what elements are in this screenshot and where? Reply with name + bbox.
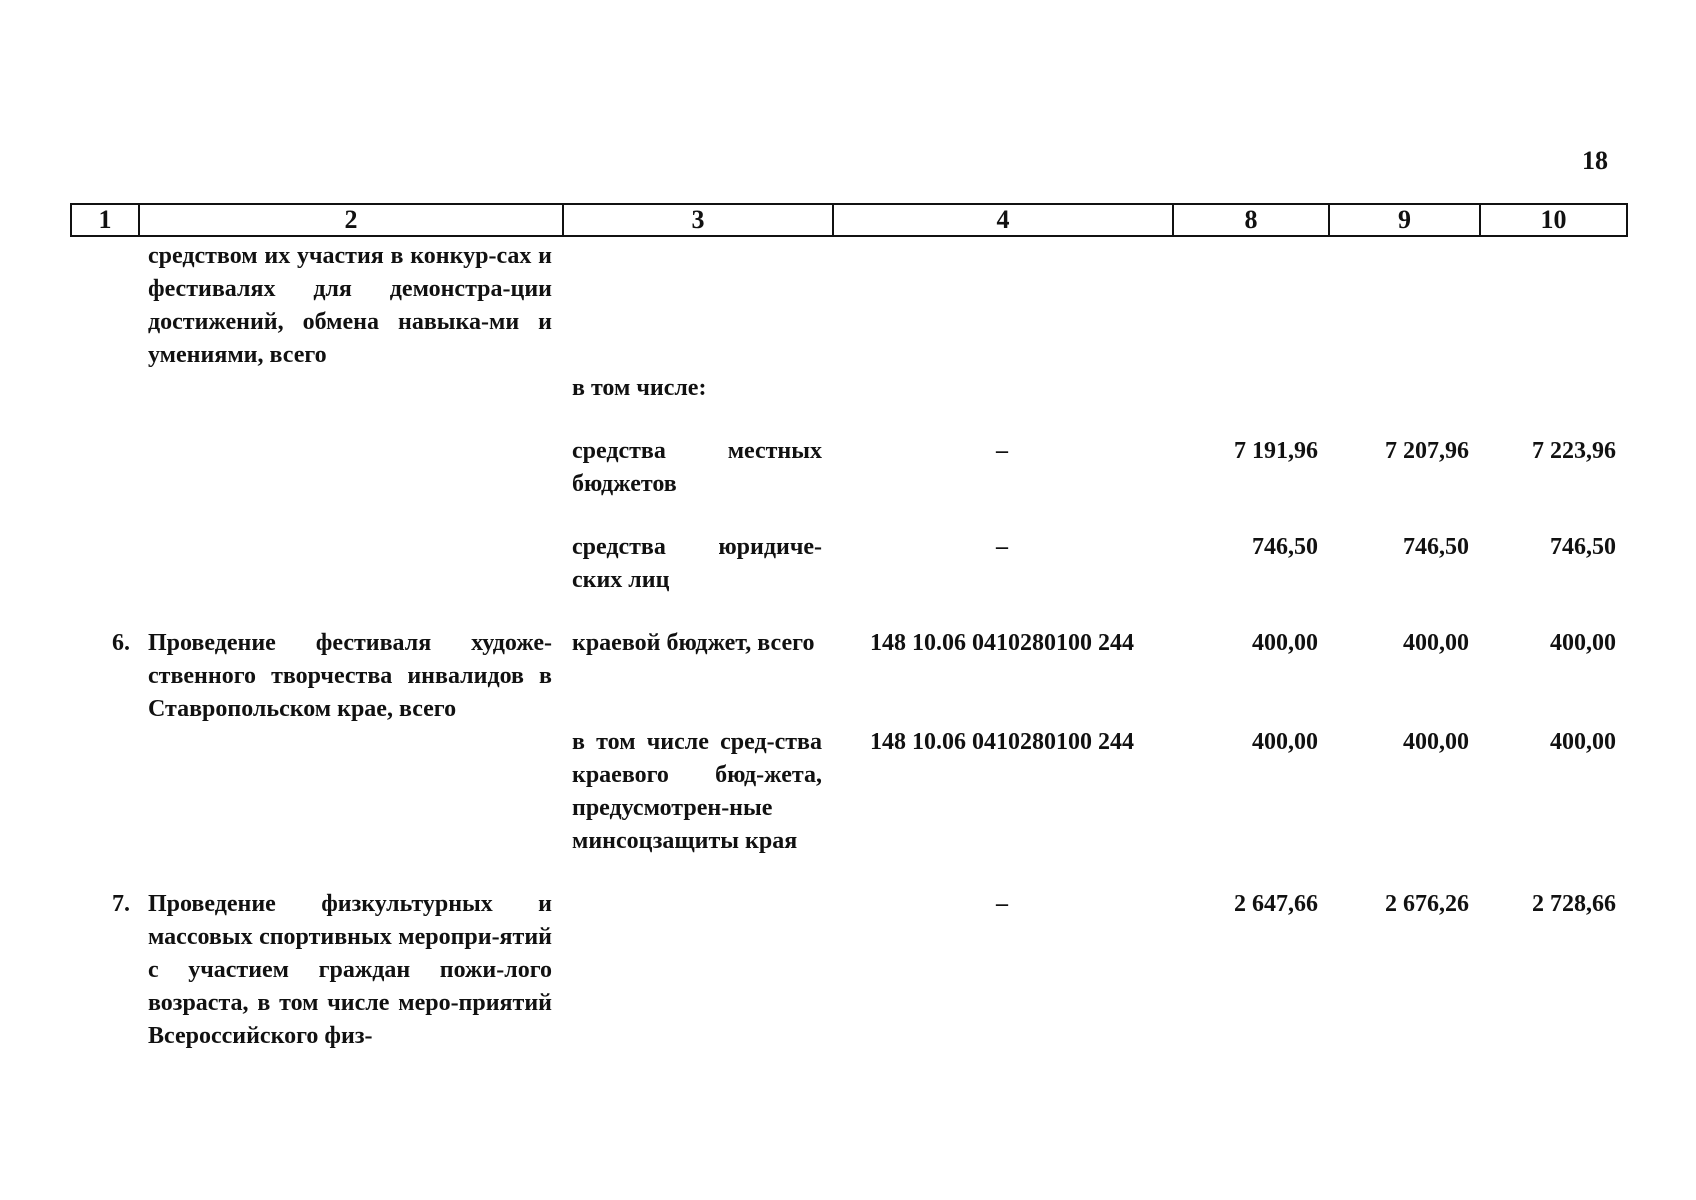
row-number xyxy=(70,240,138,372)
row-number: 7. xyxy=(112,891,130,917)
table-row xyxy=(70,531,1626,597)
row-value-8: 7 191,96 xyxy=(1234,438,1318,464)
row-value-8: 400,00 xyxy=(1252,729,1318,755)
header-col-9: 9 xyxy=(1329,204,1480,236)
row-value-9: 746,50 xyxy=(1403,534,1469,560)
row-value-8 xyxy=(1172,372,1328,405)
row-name: средством их участия в конкур-сах и фестивалях для демонстра-ции достижений, обмена навыка-ми и умениями, всего xyxy=(148,243,552,368)
row-value-9: 2 676,26 xyxy=(1385,891,1469,917)
row-value-10 xyxy=(1479,240,1626,372)
row-name: Проведение фестиваля художе-ственного творчества инвалидов в Ставропольском крае, всего xyxy=(148,630,552,722)
row-source xyxy=(562,240,832,372)
row-code: – xyxy=(996,438,1008,464)
row-value-9: 400,00 xyxy=(1403,630,1469,656)
row-value-10: 746,50 xyxy=(1550,534,1616,560)
row-value-10 xyxy=(1479,372,1626,405)
row-value-8: 400,00 xyxy=(1252,630,1318,656)
row-name: Проведение физкультурных и массовых спортивных меропри-ятий с участием граждан пожи-лого возраста, в том числе меро-приятий Всероссийского физ- xyxy=(148,891,552,1049)
row-source: краевой бюджет, всего xyxy=(572,630,815,656)
row-source: средства юридиче-ских лиц xyxy=(572,534,822,593)
row-code: 148 10.06 0410280100 244 xyxy=(870,729,1134,755)
row-value-9 xyxy=(1328,240,1479,372)
row-name xyxy=(138,726,562,858)
row-source: средства местных бюджетов xyxy=(572,438,822,497)
row-number: 6. xyxy=(112,630,130,656)
row-name xyxy=(138,372,562,405)
row-source: в том числе сред-ства краевого бюд-жета, предусмотрен-ные минсоцзащиты края xyxy=(572,729,822,854)
row-code: – xyxy=(996,891,1008,917)
table-row xyxy=(70,888,1626,1053)
header-col-4: 4 xyxy=(833,204,1173,236)
row-value-10: 7 223,96 xyxy=(1532,438,1616,464)
row-name xyxy=(138,435,562,501)
row-value-8: 2 647,66 xyxy=(1234,891,1318,917)
header-col-10: 10 xyxy=(1480,204,1627,236)
table-body xyxy=(70,240,1626,1053)
table-header xyxy=(70,203,1628,237)
table-row xyxy=(70,726,1626,858)
page-number: 18 xyxy=(1582,146,1608,175)
row-code xyxy=(832,240,1172,372)
row-value-9: 400,00 xyxy=(1403,729,1469,755)
row-value-10: 400,00 xyxy=(1550,630,1616,656)
header-col-8: 8 xyxy=(1173,204,1329,236)
row-name xyxy=(138,531,562,597)
row-code xyxy=(832,372,1172,405)
header-col-3: 3 xyxy=(563,204,833,236)
row-source xyxy=(562,888,832,1053)
table-row xyxy=(70,240,1626,372)
table-row xyxy=(70,627,1626,726)
header-col-1: 1 xyxy=(71,204,139,236)
row-value-9: 7 207,96 xyxy=(1385,438,1469,464)
row-number xyxy=(70,372,138,405)
row-value-8: 746,50 xyxy=(1252,534,1318,560)
row-number xyxy=(70,435,138,501)
header-col-2: 2 xyxy=(139,204,563,236)
row-code: 148 10.06 0410280100 244 xyxy=(870,630,1134,656)
row-number xyxy=(70,726,138,858)
table-row xyxy=(70,372,1626,405)
row-value-10: 400,00 xyxy=(1550,729,1616,755)
row-value-10: 2 728,66 xyxy=(1532,891,1616,917)
row-value-9 xyxy=(1328,372,1479,405)
row-value-8 xyxy=(1172,240,1328,372)
row-code: – xyxy=(996,534,1008,560)
row-number xyxy=(70,531,138,597)
row-source: в том числе: xyxy=(572,375,707,401)
table-row xyxy=(70,435,1626,501)
